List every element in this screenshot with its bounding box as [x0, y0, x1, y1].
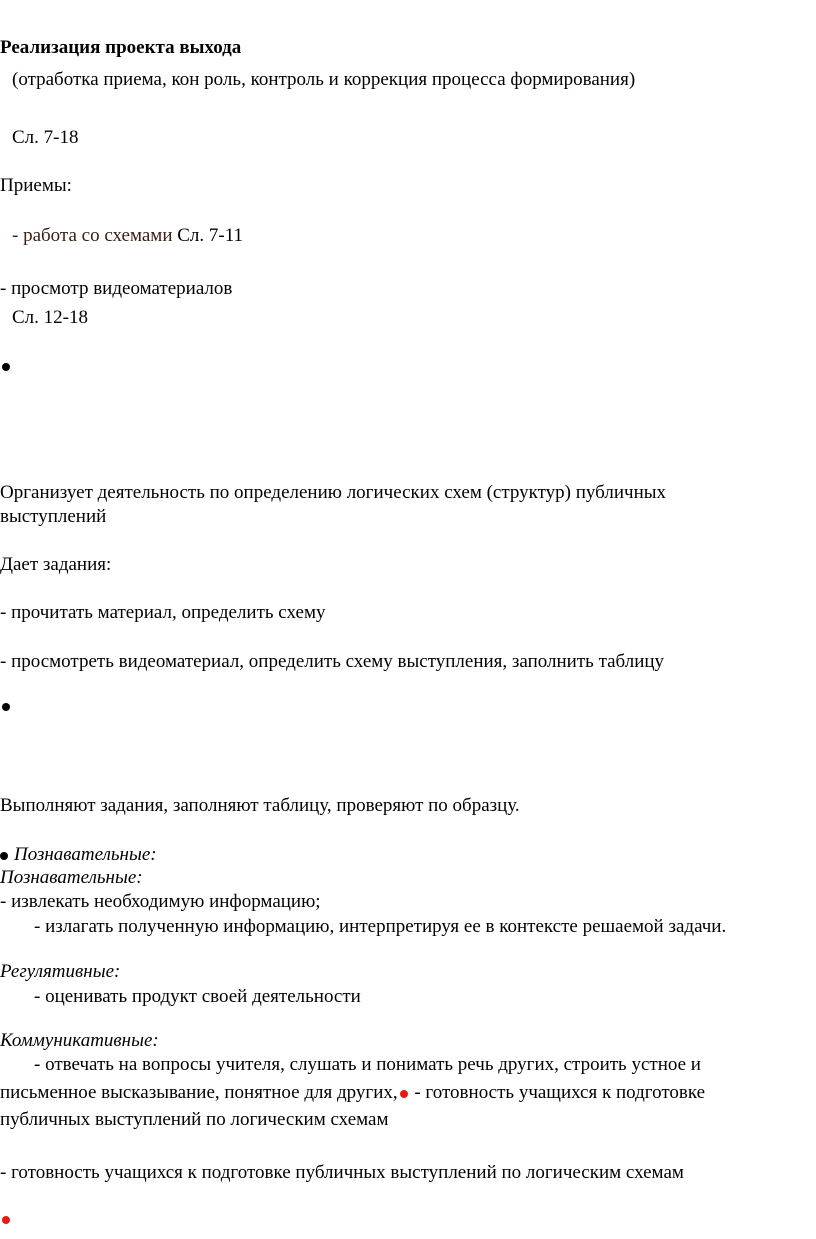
regulatory-label: Регулятивные:	[0, 961, 121, 982]
cognitive-item-present: - излагать полученную информацию, интерпретируя ее в контексте решаемой задачи.	[34, 916, 727, 937]
communicative-line2-start: письменное высказывание, понятное для других,	[0, 1082, 398, 1103]
method-item-schemes	[12, 224, 243, 248]
result-readiness: - готовность учащихся к подготовке публичных выступлений по логическим схемам	[0, 1162, 684, 1183]
cognitive-item-extract: - извлекать необходимую информацию;	[0, 891, 321, 912]
task-item-video: - просмотреть видеоматериал, определить схему выступления, заполнить таблицу	[0, 651, 665, 672]
method-item-video-slides: Сл. 12-18	[12, 307, 88, 328]
teacher-paragraph-line1: Организует деятельность по определению логических схем (структур) публичных	[0, 482, 667, 503]
cognitive-bullet-row	[0, 843, 157, 867]
red-bullet-icon	[2, 1216, 10, 1224]
communicative-line1: - отвечать на вопросы учителя, слушать и понимать речь других, строить устное и	[34, 1054, 701, 1075]
bullet-icon	[2, 703, 10, 711]
slides-range: Сл. 7-18	[12, 127, 79, 148]
cognitive-bullet-label: Познавательные:	[14, 844, 157, 865]
method-item-schemes-slides: Сл. 7-11	[177, 225, 244, 246]
task-item-read: - прочитать материал, определить схему	[0, 602, 326, 623]
method-item-video: - просмотр видеоматериалов	[0, 278, 233, 299]
section-subtitle: (отработка приема, кон роль, контроль и коррекция процесса формирования)	[12, 69, 636, 90]
regulatory-item-evaluate: - оценивать продукт своей деятельности	[34, 986, 361, 1007]
red-bullet-icon	[400, 1090, 408, 1098]
section-title: Реализация проекта выхода	[0, 37, 242, 58]
teacher-paragraph-line2: выступлений	[0, 506, 107, 527]
cognitive-label: Познавательные:	[0, 867, 143, 888]
communicative-line2-end: - готовность учащихся к подготовке	[409, 1082, 706, 1103]
students-activity: Выполняют задания, заполняют таблицу, проверяют по образцу.	[0, 795, 520, 816]
method-item-schemes-text: - работа со схемами	[12, 225, 173, 246]
tasks-label: Дает задания:	[0, 554, 112, 575]
communicative-line3: публичных выступлений по логическим схемам	[0, 1109, 389, 1130]
methods-label: Приемы:	[0, 175, 72, 196]
bullet-icon	[0, 852, 8, 860]
bullet-icon	[2, 363, 10, 371]
communicative-label: Коммуникативные:	[0, 1030, 159, 1051]
communicative-line2	[0, 1081, 815, 1105]
